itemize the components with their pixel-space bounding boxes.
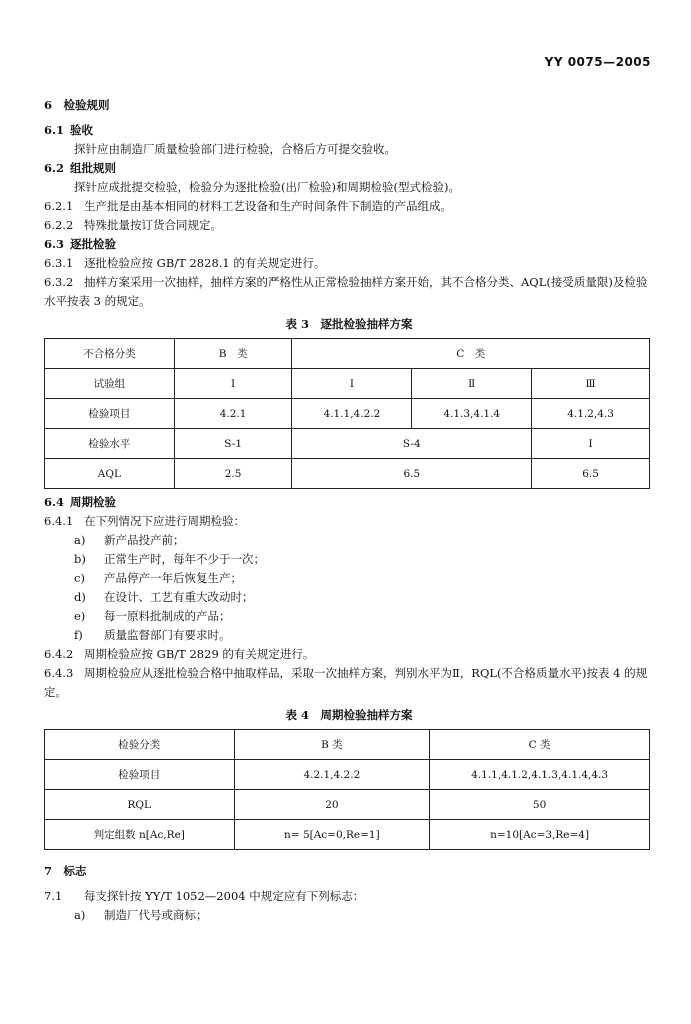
clause-number: 7.1 — [44, 889, 63, 903]
list-marker: a) — [74, 533, 86, 547]
clause-number: 6.3 — [44, 237, 65, 251]
list-text: 质量监督部门有要求时。 — [104, 628, 231, 642]
list-text: 在设计、工艺有重大改动时； — [104, 590, 254, 604]
table-cell: 检验水平 — [45, 429, 175, 459]
table-cell: 4.1.1,4.2.2 — [292, 399, 412, 429]
clause-text: 抽样方案采用一次抽样，抽样方案的严格性从正常检验抽样方案开始，其不合格分类、AQL(接受质量限)及检验水平按表 3 的规定。 — [44, 275, 648, 308]
clause-6-4-3 — [44, 664, 654, 702]
clause-6-3-1 — [44, 254, 654, 273]
list-marker: c) — [74, 571, 85, 585]
clause-number: 6.3.1 — [44, 256, 74, 270]
list-text: 制造厂代号或商标； — [104, 908, 208, 922]
table-cell: B 类 — [174, 339, 292, 369]
table-cell: 4.2.1,4.2.2 — [234, 760, 430, 790]
clause-title: 验收 — [70, 123, 94, 137]
table-cell: 4.1.1,4.1.2,4.1.3,4.1.4,4.3 — [430, 760, 650, 790]
list-item — [44, 607, 654, 626]
table-cell: 6.5 — [292, 459, 532, 489]
table-cell: Ⅲ — [532, 369, 650, 399]
table-cell: AQL — [45, 459, 175, 489]
list-marker: e) — [74, 609, 86, 623]
clause-number: 6.3.2 — [44, 275, 74, 289]
table-cell: Ⅰ — [532, 429, 650, 459]
clause-number: 6.2.2 — [44, 218, 74, 232]
clause-number: 6.2 — [44, 161, 65, 175]
clause-title: 逐批检验 — [70, 237, 117, 251]
table-4-caption: 表 4 周期检验抽样方案 — [285, 708, 413, 722]
table-row — [45, 730, 650, 760]
table-cell: 不合格分类 — [45, 339, 175, 369]
table-cell: 试验组 — [45, 369, 175, 399]
table-row — [45, 459, 650, 489]
table-4 — [44, 729, 650, 850]
table-cell: 判定组数 n[Ac,Re] — [45, 820, 235, 850]
section-6-title: 6 检验规则 — [44, 98, 110, 112]
section-7-title: 7 标志 — [44, 864, 87, 878]
table-cell: 4.1.2,4.3 — [532, 399, 650, 429]
table-cell: 检验项目 — [45, 760, 235, 790]
list-item — [44, 550, 654, 569]
table-cell: 检验分类 — [45, 730, 235, 760]
clause-number: 6.4.3 — [44, 666, 74, 680]
clause-6-4-1 — [44, 512, 654, 531]
list-text: 新产品投产前； — [104, 533, 185, 547]
table-cell: Ⅰ — [174, 369, 292, 399]
clause-6-1-heading — [44, 121, 654, 140]
table-row — [45, 399, 650, 429]
clause-text: 在下列情况下应进行周期检验： — [84, 514, 245, 528]
table-cell: n= 5[Ac=0,Re=1] — [234, 820, 430, 850]
clause-title: 组批规则 — [70, 161, 117, 175]
list-item — [44, 531, 654, 550]
table-cell: B 类 — [234, 730, 430, 760]
clause-text: 周期检验应从逐批检验合格中抽取样品，采取一次抽样方案，判别水平为Ⅱ，RQL(不合格质量水平)按表 4 的规定。 — [44, 666, 648, 699]
table-cell: 20 — [234, 790, 430, 820]
table-row — [45, 429, 650, 459]
clause-6-2-text: 探针应成批提交检验，检验分为逐批检验(出厂检验)和周期检验(型式检验)。 — [74, 180, 460, 194]
standard-code: YY 0075—2005 — [544, 55, 651, 69]
clause-6-2-1 — [44, 197, 654, 216]
document-body — [44, 96, 654, 925]
clause-6-3-heading — [44, 235, 654, 254]
clause-6-2-heading — [44, 159, 654, 178]
table-3 — [44, 338, 650, 489]
table-cell: Ⅱ — [412, 369, 532, 399]
list-item — [44, 626, 654, 645]
table-cell: S-4 — [292, 429, 532, 459]
table-cell: 2.5 — [174, 459, 292, 489]
clause-text: 逐批检验应按 GB/T 2828.1 的有关规定进行。 — [84, 256, 326, 270]
list-item — [44, 569, 654, 588]
clause-text: 特殊批量按订货合同规定。 — [84, 218, 222, 232]
list-item — [44, 906, 654, 925]
clause-number: 6.2.1 — [44, 199, 74, 213]
list-text: 正常生产时，每年不少于一次； — [104, 552, 265, 566]
clause-number: 6.1 — [44, 123, 65, 137]
clause-6-2-2 — [44, 216, 654, 235]
list-marker: b) — [74, 552, 86, 566]
clause-6-4-2 — [44, 645, 654, 664]
table-row — [45, 790, 650, 820]
table-row — [45, 369, 650, 399]
clause-7-1 — [44, 887, 654, 906]
table-row — [45, 820, 650, 850]
table-3-caption: 表 3 逐批检验抽样方案 — [285, 317, 413, 331]
table-cell: 4.2.1 — [174, 399, 292, 429]
clause-number: 6.4 — [44, 495, 65, 509]
table-row — [45, 339, 650, 369]
table-cell: 50 — [430, 790, 650, 820]
clause-text: 生产批是由基本相同的材料工艺设备和生产时间条件下制造的产品组成。 — [84, 199, 452, 213]
clause-title: 周期检验 — [70, 495, 117, 509]
clause-number: 6.4.1 — [44, 514, 74, 528]
clause-6-4-heading — [44, 493, 654, 512]
table-cell: n=10[Ac=3,Re=4] — [430, 820, 650, 850]
clause-6-1-text: 探针应由制造厂质量检验部门进行检验，合格后方可提交验收。 — [74, 142, 396, 156]
list-marker: a) — [74, 908, 86, 922]
table-row — [45, 760, 650, 790]
table-cell: S-1 — [174, 429, 292, 459]
list-marker: f) — [74, 628, 83, 642]
table-cell: Ⅰ — [292, 369, 412, 399]
table-cell: RQL — [45, 790, 235, 820]
table-cell: 4.1.3,4.1.4 — [412, 399, 532, 429]
list-text: 每一原料批制成的产品； — [104, 609, 231, 623]
list-text: 产品停产一年后恢复生产； — [104, 571, 242, 585]
clause-text: 周期检验应按 GB/T 2829 的有关规定进行。 — [84, 647, 315, 661]
table-cell: C 类 — [292, 339, 650, 369]
clause-text: 每支探针按 YY/T 1052—2004 中规定应有下列标志： — [84, 889, 365, 903]
list-item — [44, 588, 654, 607]
clause-number: 6.4.2 — [44, 647, 74, 661]
table-cell: C 类 — [430, 730, 650, 760]
table-cell: 检验项目 — [45, 399, 175, 429]
clause-6-3-2 — [44, 273, 654, 311]
table-cell: 6.5 — [532, 459, 650, 489]
list-marker: d) — [74, 590, 86, 604]
